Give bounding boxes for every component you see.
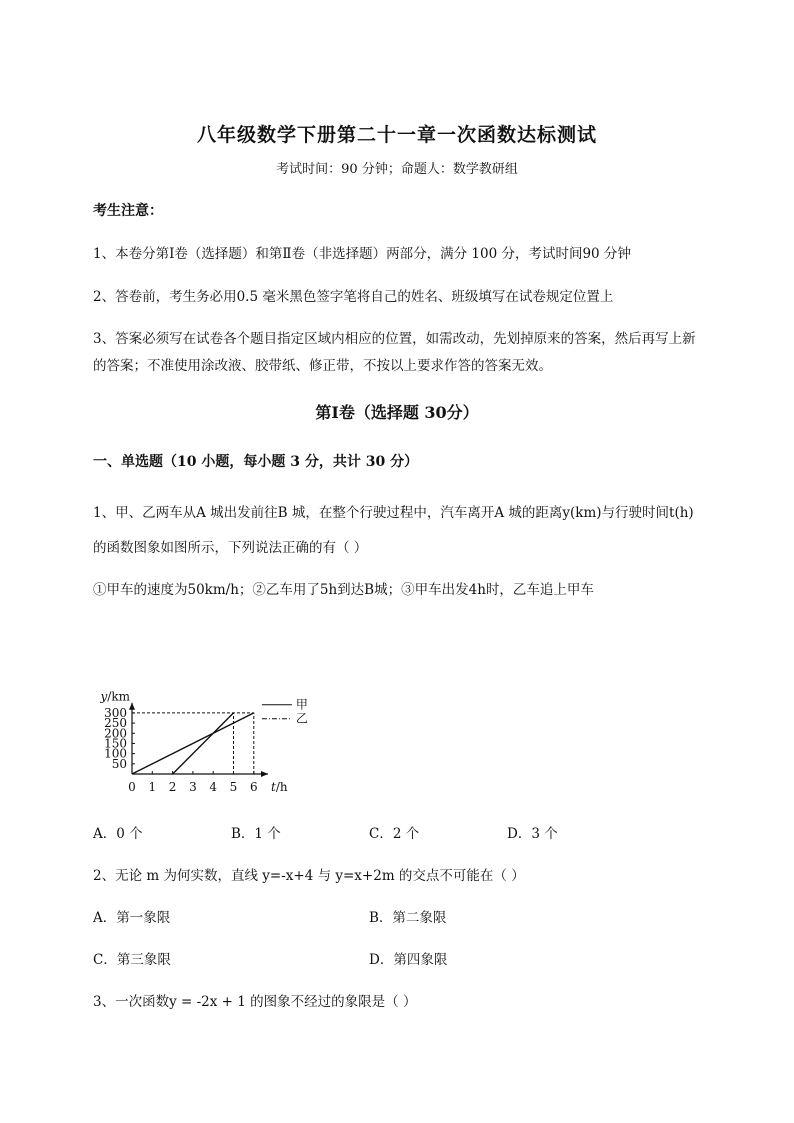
section-title: 第Ⅰ卷（选择题 30分） xyxy=(315,403,479,422)
y-tick-label: 50 xyxy=(111,756,127,771)
q2-option-d[interactable]: D．第四象限 xyxy=(369,952,448,968)
legend-label: 甲 xyxy=(295,697,308,712)
x-axis-arrow xyxy=(261,771,268,777)
y-tick-label: 150 xyxy=(104,736,127,751)
notice-item: 1、本卷分第Ⅰ卷（选择题）和第Ⅱ卷（非选择题）两部分，满分 100 分，考试时间90 分钟 xyxy=(93,246,631,262)
notice-item: 的答案；不准使用涂改液、胶带纸、修正带，不按以上要求作答的答案无效。 xyxy=(93,358,552,374)
x-tick-label: 2 xyxy=(168,780,177,794)
notice-heading: 考生注意： xyxy=(93,203,163,219)
y-axis-arrow xyxy=(129,703,135,710)
q1-option-c[interactable]: C．2 个 xyxy=(369,826,420,842)
x-tick-label: 3 xyxy=(189,780,197,794)
question-3-stem: 3、一次函数y = -2x + 1 的图象不经过的象限是（ ） xyxy=(93,994,417,1010)
question-2-stem: 2、无论 m 为何实数，直线 y=-x+4 与 y=x+2m 的交点不可能在（ ） xyxy=(93,868,525,884)
x-tick-label: 0 xyxy=(128,780,136,794)
exam-subtitle: 考试时间：90 分钟；命题人：数学教研组 xyxy=(276,162,518,177)
y-tick-label: 100 xyxy=(104,746,127,761)
q1-option-a[interactable]: A．0 个 xyxy=(93,826,143,842)
q2-option-c[interactable]: C．第三象限 xyxy=(93,952,171,968)
series-line-jia xyxy=(132,713,254,774)
q2-option-b[interactable]: B．第二象限 xyxy=(369,910,447,926)
question-1-line-2: 的函数图象如图所示，下列说法正确的有（ ） xyxy=(93,540,368,556)
q1-option-b[interactable]: B．1 个 xyxy=(231,826,281,842)
notice-item: 2、答卷前，考生务必用0.5 毫米黑色签字笔将自己的姓名、班级填写在试卷规定位置上 xyxy=(93,289,614,305)
distance-time-chart xyxy=(92,620,332,800)
x-tick-label: 6 xyxy=(249,780,258,794)
exam-title: 八年级数学下册第二十一章一次函数达标测试 xyxy=(196,124,597,146)
y-tick-label: 200 xyxy=(104,726,127,741)
q1-option-d[interactable]: D．3 个 xyxy=(507,826,558,842)
y-axis-label: y/km xyxy=(100,689,130,704)
q2-option-a[interactable]: A．第一象限 xyxy=(93,910,171,926)
x-axis-label: t/h xyxy=(271,780,288,794)
series-line-yi xyxy=(173,713,234,774)
question-1-line-1: 1、甲、乙两车从A 城出发前往B 城，在整个行驶过程中，汽车离开A 城的距离y(km)与行驶时间t(h) xyxy=(93,505,694,521)
y-tick-label: 300 xyxy=(104,705,127,720)
y-tick-label: 250 xyxy=(104,716,127,731)
part-heading: 一、单选题（10 小题，每小题 3 分，共计 30 分） xyxy=(93,454,419,470)
x-tick-label: 4 xyxy=(209,780,218,794)
legend-label: 乙 xyxy=(295,711,308,726)
question-1-statements: ①甲车的速度为50km/h；②乙车用了5h到达B城；③甲车出发4h时，乙车追上甲车 xyxy=(93,582,594,598)
x-tick-label: 5 xyxy=(229,780,238,794)
notice-item: 3、答案必须写在试卷各个题目指定区域内相应的位置，如需改动，先划掉原来的答案，然后再写上新 xyxy=(93,331,696,347)
x-tick-label: 1 xyxy=(148,780,157,794)
